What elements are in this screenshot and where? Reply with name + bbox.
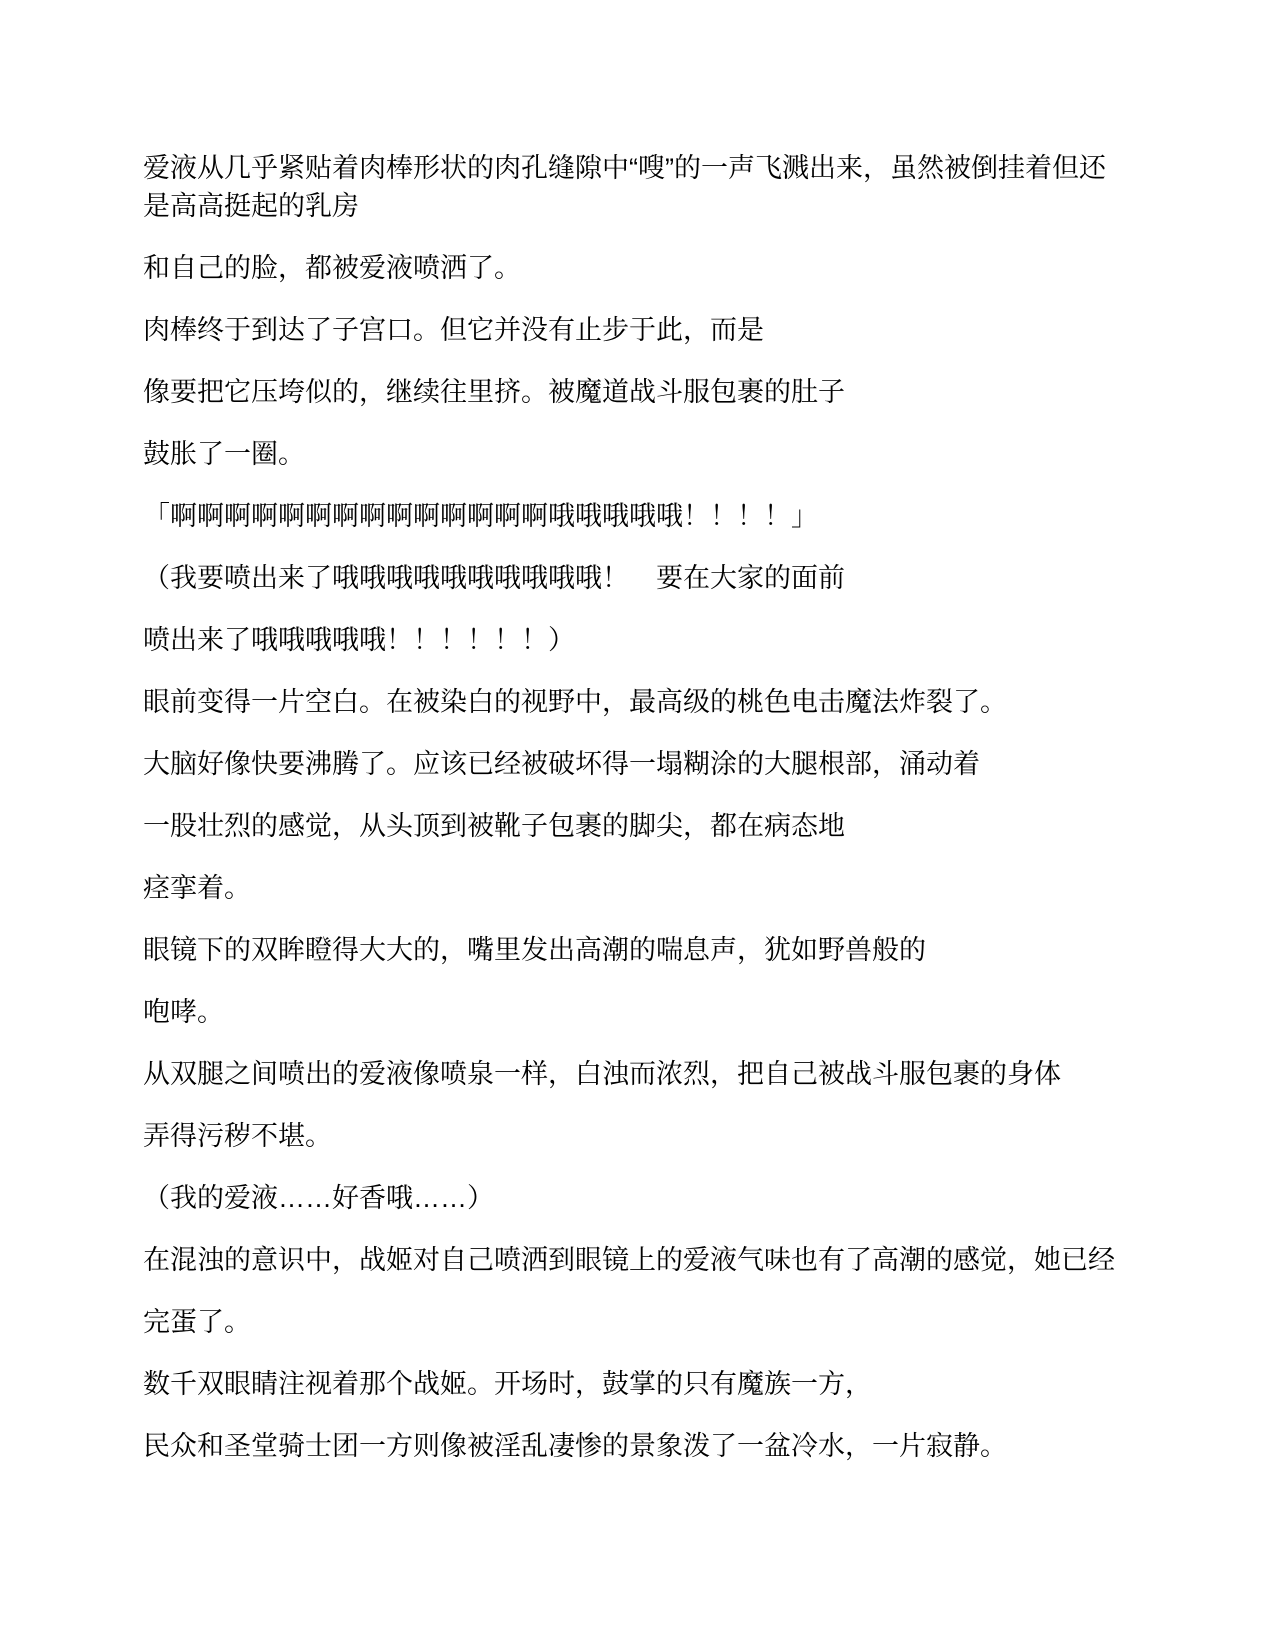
paragraph <box>143 435 1140 473</box>
text-line: 「啊啊啊啊啊啊啊啊啊啊啊啊啊啊哦哦哦哦哦！！！！」 <box>143 501 818 531</box>
paragraph <box>143 373 1140 411</box>
text-line: 在混浊的意识中，战姬对自己喷洒到眼镜上的爱液气味也有了高潮的感觉，她已经 <box>143 1245 1115 1275</box>
paragraph <box>143 745 1140 783</box>
paragraph <box>143 1241 1140 1279</box>
paragraph <box>143 993 1140 1031</box>
paragraph <box>143 869 1140 907</box>
text-line: 是高高挺起的乳房 <box>143 191 359 221</box>
paragraph <box>143 1303 1140 1341</box>
text-line: 大脑好像快要沸腾了。应该已经被破坏得一塌糊涂的大腿根部，涌动着 <box>143 749 980 779</box>
paragraph <box>143 621 1140 659</box>
text-line: （我的爱液……好香哦……） <box>143 1183 494 1213</box>
text-line: 鼓胀了一圈。 <box>143 439 305 469</box>
paragraph <box>143 931 1140 969</box>
text-line: 痉挛着。 <box>143 873 251 903</box>
text-line: 爱液从几乎紧贴着肉棒形状的肉孔缝隙中“嗖”的一声飞溅出来，虽然被倒挂着但还 <box>143 153 1106 183</box>
text-line: 一股壮烈的感觉，从头顶到被靴子包裹的脚尖，都在病态地 <box>143 811 845 841</box>
paragraph <box>143 497 1140 535</box>
text-line: 弄得污秽不堪。 <box>143 1121 332 1151</box>
paragraph <box>143 249 1140 287</box>
paragraph <box>143 683 1140 721</box>
text-line: 完蛋了。 <box>143 1307 251 1337</box>
text-line: 眼镜下的双眸瞪得大大的，嘴里发出高潮的喘息声，犹如野兽般的 <box>143 935 926 965</box>
text-line: 和自己的脸，都被爱液喷洒了。 <box>143 253 521 283</box>
text-line: 民众和圣堂骑士团一方则像被淫乱凄惨的景象泼了一盆冷水，一片寂静。 <box>143 1431 1007 1461</box>
paragraph <box>143 1365 1140 1403</box>
paragraph <box>143 1117 1140 1155</box>
paragraph <box>143 1055 1140 1093</box>
text-line: 喷出来了哦哦哦哦哦！！！！！！） <box>143 625 575 655</box>
text-line: 数千双眼睛注视着那个战姬。开场时，鼓掌的只有魔族一方， <box>143 1369 872 1399</box>
text-line: 咆哮。 <box>143 997 224 1027</box>
text-line: （我要喷出来了哦哦哦哦哦哦哦哦哦哦！ 要在大家的面前 <box>143 563 845 593</box>
paragraph <box>143 149 1140 225</box>
paragraph <box>143 559 1140 597</box>
paragraph <box>143 1179 1140 1217</box>
text-line: 从双腿之间喷出的爱液像喷泉一样，白浊而浓烈，把自己被战斗服包裹的身体 <box>143 1059 1061 1089</box>
paragraph <box>143 311 1140 349</box>
text-line: 眼前变得一片空白。在被染白的视野中，最高级的桃色电击魔法炸裂了。 <box>143 687 1007 717</box>
text-line: 肉棒终于到达了子宫口。但它并没有止步于此，而是 <box>143 315 764 345</box>
paragraph <box>143 1427 1140 1465</box>
paragraph <box>143 807 1140 845</box>
document-body <box>143 149 1140 1465</box>
text-line: 像要把它压垮似的，继续往里挤。被魔道战斗服包裹的肚子 <box>143 377 845 407</box>
